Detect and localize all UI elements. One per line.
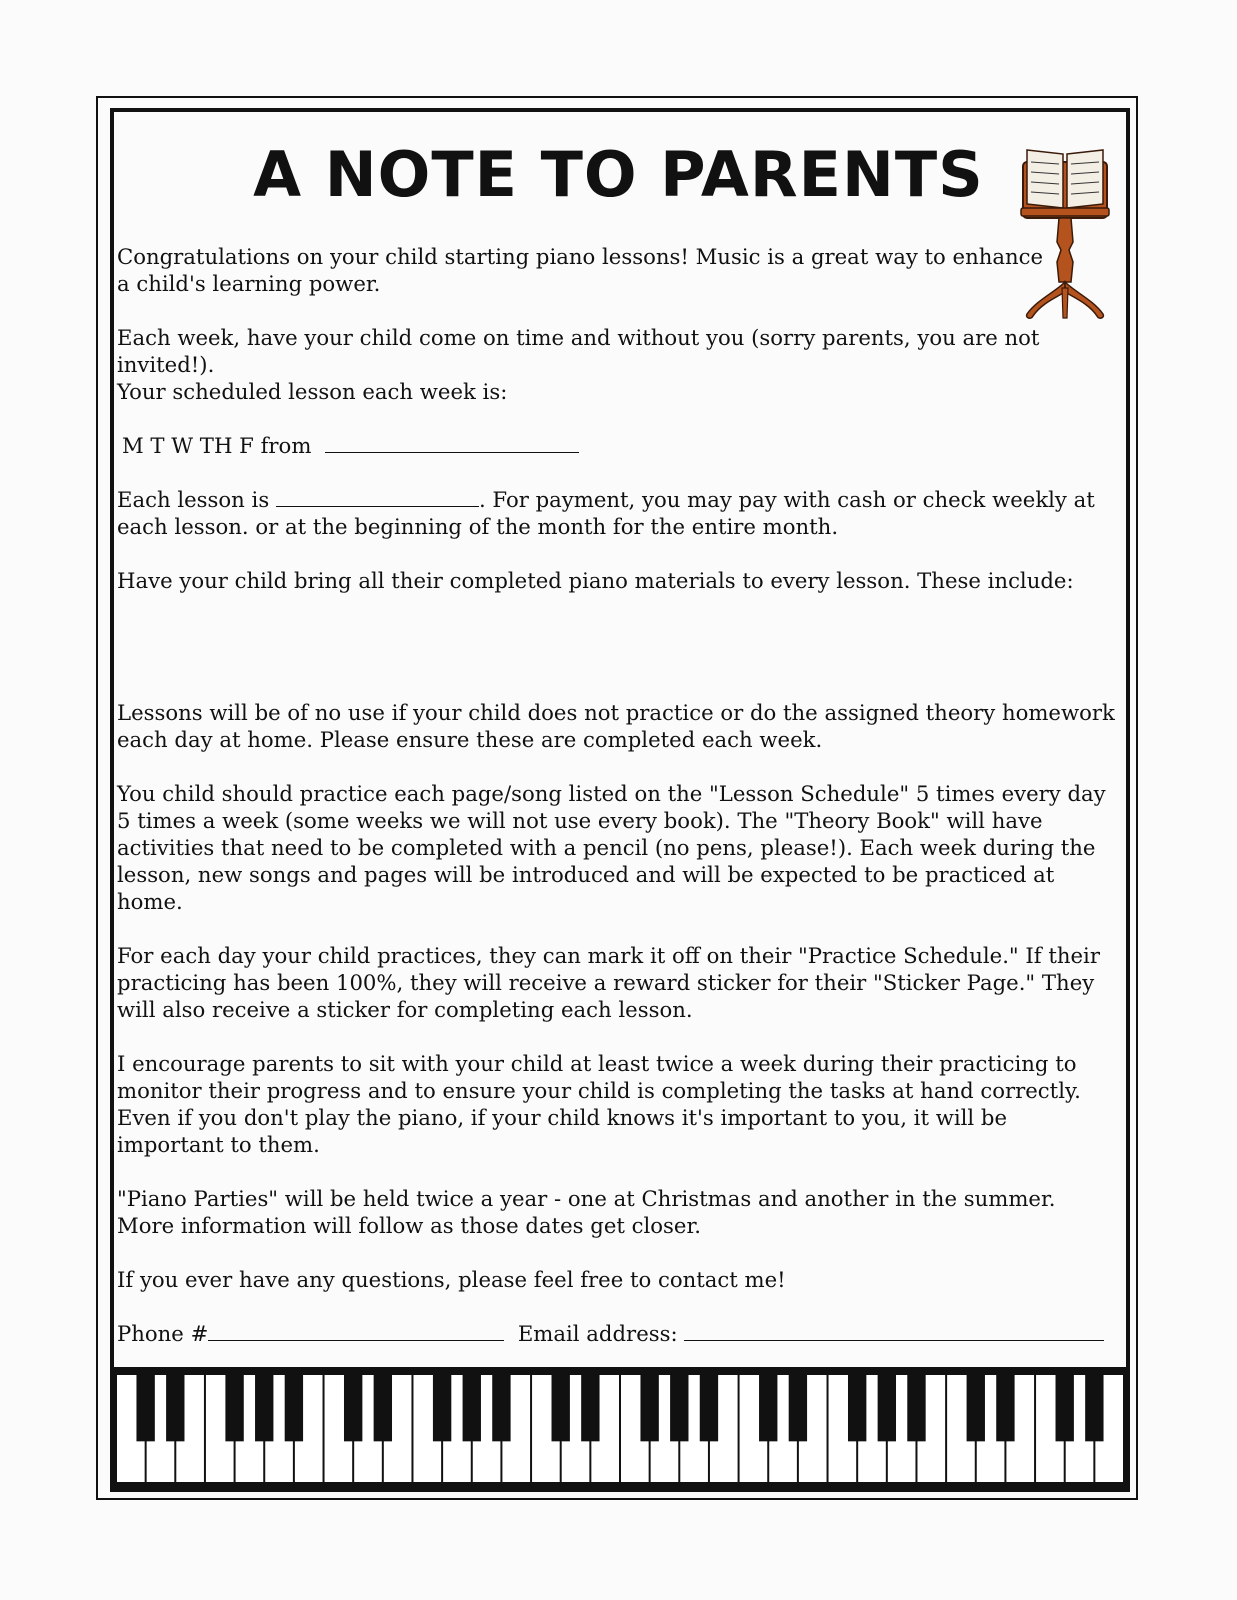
black-key xyxy=(700,1375,718,1441)
black-key xyxy=(492,1375,510,1441)
materials-paragraph: Have your child bring all their completed piano materials to every lesson. These include: xyxy=(117,568,1074,593)
lesson-cost-suffix: . For payment, you may pay with cash or check weekly at each lesson. or at the beginning of the month for the entire month. xyxy=(117,487,1095,539)
black-key xyxy=(285,1375,303,1441)
materials-list-space xyxy=(117,621,1117,699)
intro-paragraph: Congratulations on your child starting piano lessons! Music is a great way to enhance a child's learning power. xyxy=(117,244,1044,296)
practice-importance-paragraph: Lessons will be of no use if your child does not practice or do the assigned theory homework each day at home. Please ensure these are completed each week. xyxy=(117,700,1115,752)
black-key xyxy=(433,1375,451,1441)
black-key xyxy=(166,1375,184,1441)
piano-keyboard-icon xyxy=(110,1367,1130,1492)
black-key xyxy=(640,1375,658,1441)
black-key xyxy=(878,1375,896,1441)
page-title: A NOTE TO PARENTS xyxy=(253,138,984,211)
lesson-cost-prefix: Each lesson is xyxy=(117,487,270,512)
contact-line xyxy=(117,1320,1117,1347)
days-label: M T W TH F from xyxy=(122,433,312,458)
black-key xyxy=(255,1375,273,1441)
black-key xyxy=(225,1375,243,1441)
black-key xyxy=(581,1375,599,1441)
phone-label: Phone # xyxy=(117,1321,209,1346)
stickers-paragraph: For each day your child practices, they can mark it off on their "Practice Schedule." If their practicing has been 100%, they will receive a reward sticker for their "Sticker Page." They will also receive a sticker for completing each lesson. xyxy=(117,943,1100,1022)
black-key xyxy=(344,1375,362,1441)
email-blank[interactable] xyxy=(684,1320,1104,1341)
black-key xyxy=(1085,1375,1103,1441)
black-key xyxy=(374,1375,392,1441)
questions-paragraph: If you ever have any questions, please feel free to contact me! xyxy=(117,1267,786,1292)
black-key xyxy=(670,1375,688,1441)
black-key xyxy=(907,1375,925,1441)
black-key xyxy=(789,1375,807,1441)
black-key xyxy=(967,1375,985,1441)
black-key xyxy=(848,1375,866,1441)
lesson-time-blank[interactable] xyxy=(325,432,579,453)
parties-paragraph: "Piano Parties" will be held twice a year - one at Christmas and another in the summer. More information will follow as those dates get closer. xyxy=(117,1186,1056,1238)
black-key xyxy=(463,1375,481,1441)
days-line xyxy=(117,432,1117,459)
black-key xyxy=(1056,1375,1074,1441)
phone-blank[interactable] xyxy=(208,1320,504,1341)
black-key xyxy=(552,1375,570,1441)
parents-paragraph: I encourage parents to sit with your child at least twice a week during their practicing to monitor their progress and to ensure your child is completing the tasks at hand correctly. Even if you don't play the piano, if your child knows it's important to you, it will be important to them. xyxy=(117,1051,1081,1157)
schedule-line-2: Your scheduled lesson each week is: xyxy=(117,379,508,404)
black-key xyxy=(136,1375,154,1441)
black-key xyxy=(996,1375,1014,1441)
schedule-line-1: Each week, have your child come on time and without you (sorry parents, you are not invited!). xyxy=(117,325,1040,377)
email-label: Email address: xyxy=(517,1321,678,1346)
letter-body xyxy=(117,243,1117,1428)
schedule-paragraph xyxy=(117,324,1117,405)
lesson-cost-blank[interactable] xyxy=(276,486,479,507)
black-key xyxy=(759,1375,777,1441)
practice-details-paragraph: You child should practice each page/song listed on the "Lesson Schedule" 5 times every day 5 times a week (some weeks we will not use every book). The "Theory Book" will have activities that need to be completed with a pencil (no pens, please!). Each week during the lesson, new songs and pages will be introduced and will be expected to be practiced at home. xyxy=(117,781,1106,914)
lesson-cost-paragraph xyxy=(117,486,1117,540)
